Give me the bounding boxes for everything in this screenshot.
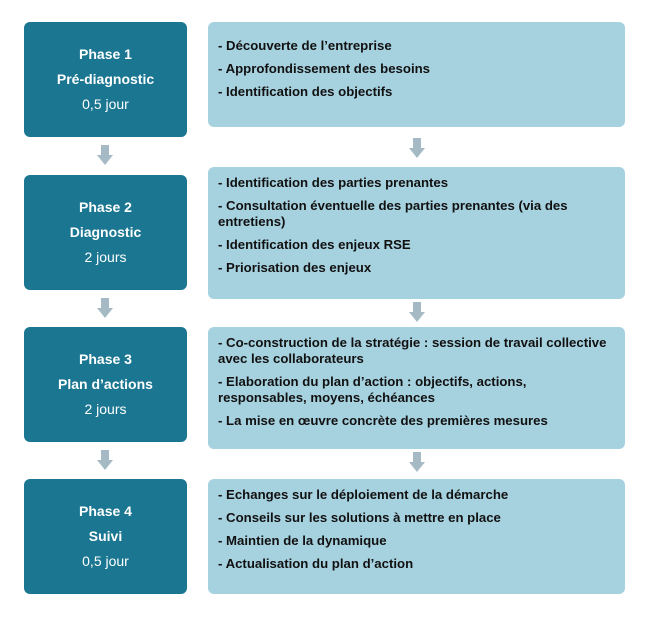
phase-3-name: Plan d’actions (58, 376, 153, 392)
phase-3-title: Phase 3 (79, 351, 132, 367)
phase-2-box (24, 175, 187, 290)
arrow-down-icon (97, 298, 113, 318)
phase-4-title: Phase 4 (79, 503, 132, 519)
phase-1-box (24, 22, 187, 137)
phase-4-item: - Echanges sur le déploiement de la démarche (218, 487, 509, 502)
phase-3-item: - Co-construction de la stratégie : session de travail collective avec les collaborateurs (218, 335, 607, 366)
phase-2-item: - Identification des parties prenantes (218, 175, 449, 190)
phase-1-name: Pré-diagnostic (56, 71, 155, 87)
arrow-down-icon (409, 138, 425, 158)
phase-3-item: - Elaboration du plan d’action : objectifs, actions, responsables, moyens, échéances (218, 374, 527, 405)
phase-2-title: Phase 2 (79, 199, 132, 215)
phase-3-details (208, 327, 625, 449)
phase-4-item: - Maintien de la dynamique (218, 533, 387, 548)
phase-4-box (24, 479, 187, 594)
phase-1-title: Phase 1 (79, 46, 132, 62)
phase-4-item: - Conseils sur les solutions à mettre en place (218, 510, 501, 525)
phase-1-details (208, 22, 625, 127)
phase-3-box (24, 327, 187, 442)
phase-2-duration: 2 jours (84, 249, 127, 265)
phase-4-name: Suivi (88, 528, 123, 544)
phase-3-item: - La mise en œuvre concrète des premières mesures (218, 413, 548, 428)
phase-1-duration: 0,5 jour (82, 96, 129, 112)
arrow-down-icon (97, 145, 113, 165)
phase-1-item: - Approfondissement des besoins (218, 61, 431, 76)
phase-4-item: - Actualisation du plan d’action (218, 556, 414, 571)
phase-4-details (208, 479, 625, 594)
phase-4-duration: 0,5 jour (82, 553, 129, 569)
phase-2-item: - Consultation éventuelle des parties prenantes (via des entretiens) (218, 198, 568, 229)
phase-3-duration: 2 jours (84, 401, 127, 417)
arrow-down-icon (97, 450, 113, 470)
phase-2-details (208, 167, 625, 299)
phase-2-item: - Priorisation des enjeux (218, 260, 372, 275)
phase-1-item: - Identification des objectifs (218, 84, 393, 99)
phase-1-item: - Découverte de l’entreprise (218, 38, 392, 53)
phase-2-name: Diagnostic (69, 224, 142, 240)
phase-2-item: - Identification des enjeux RSE (218, 237, 411, 252)
arrow-down-icon (409, 452, 425, 472)
arrow-down-icon (409, 302, 425, 322)
